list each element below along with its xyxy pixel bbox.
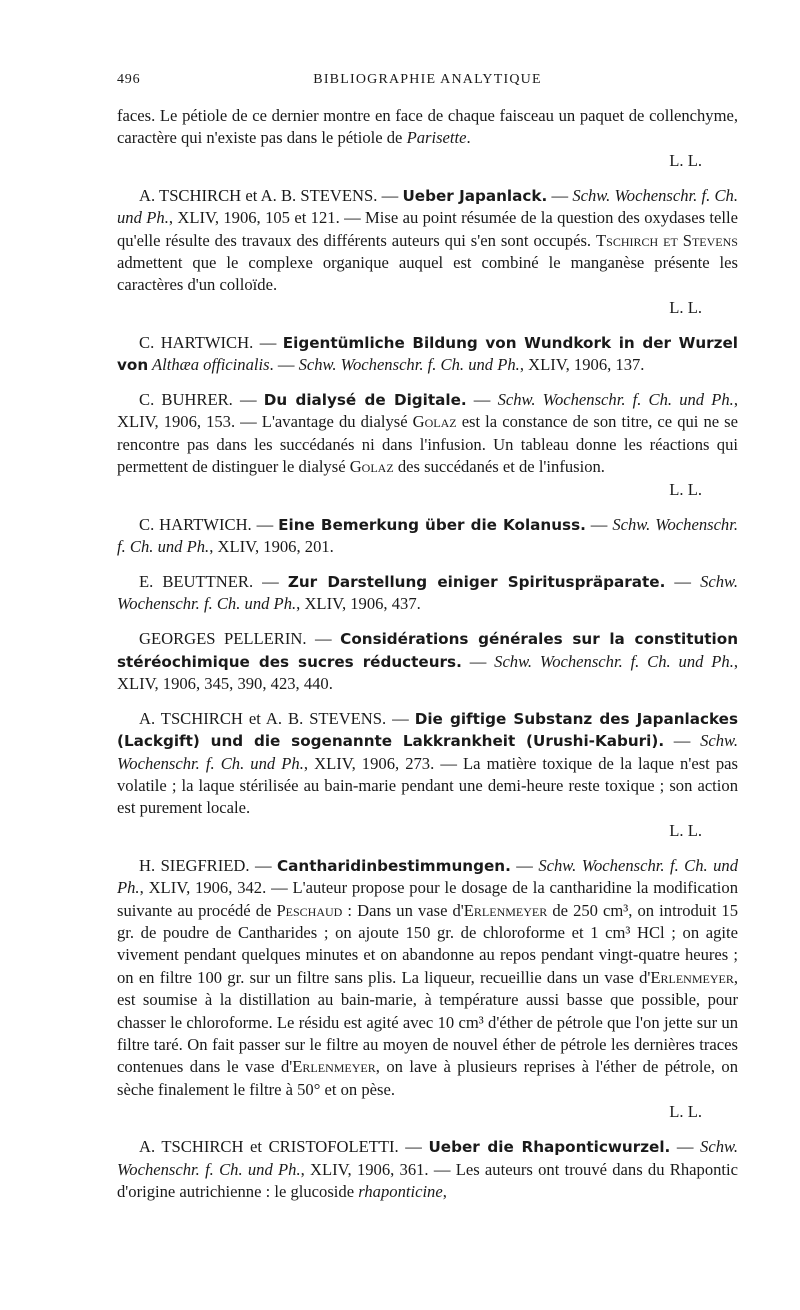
entry-tschirch-cristofoletti-rhapontic: A. TSCHIRCH et CRISTOFOLETTI. — Ueber die Rhaponticwurzel. — Schw. Wochenschr. f. Ch. und Ph., XLIV, 1906, 361. — Les auteurs ont trouvé dans du Rhapontic d'origine autrichienne : le glucoside rhaponticine,: [117, 1137, 738, 1201]
entry-journal: Schw. Wochenschr. f. Ch. und Ph.: [117, 571, 739, 614]
entry-beuttner-spirituspraeparate: E. BEUTTNER. — Zur Darstellung einiger Spirituspräparate. — Schw. Wochenschr. f. Ch. und Ph., XLIV, 1906, 437.: [117, 571, 739, 614]
entry-title: Zur Darstellung einiger Spirituspräparate.: [287, 572, 666, 591]
entry-hartwich-wundkork: C. HARTWICH. — Eigentümliche Bildung von Wundkork in der Wurzel von Althæa officinalis. — Schw. Wochenschr. f. Ch. und Ph., XLIV, 1906, 137.: [117, 332, 738, 375]
entry-journal: Schw. Wochenschr. f. Ch. und Ph.: [117, 185, 739, 228]
article-body: [117, 105, 738, 1216]
entry-title: Die giftige Substanz des Japanlackes (Lackgift) und die sogenannte Lakkrankheit (Urushi-Kaburi).: [117, 709, 738, 751]
entry-signature: L. L.: [669, 479, 702, 499]
entry-authors: A. TSCHIRCH et A. B. STEVENS. —: [139, 185, 403, 205]
entry-title: Ueber die Rhaponticwurzel.: [428, 1138, 671, 1157]
entry-tschirch-stevens-japanlack: A. TSCHIRCH et A. B. STEVENS. — Ueber Japanlack. — Schw. Wochenschr. f. Ch. und Ph., XLIV, 1906, 105 et 121. — Mise au point résumée de la question des oxydases telle qu'elle résulte des travaux des différents auteurs qui s'en sont occupés. Tschirch et Stevens admettent que le complexe organique auquel est combiné le manganèse présente les caractères d'un colloïde. L. L.: [117, 185, 738, 319]
entry-title: Eigentümliche Bildung von Wundkork in der Wurzel von: [117, 333, 738, 375]
entry-journal: Schw. Wochenschr. f. Ch. und Ph.: [497, 389, 734, 409]
entry-hartwich-kolanuss: C. HARTWICH. — Eine Bemerkung über die Kolanuss. — Schw. Wochenschr. f. Ch. und Ph., XLIV, 1906, 201.: [117, 514, 738, 556]
entry-authors: A. TSCHIRCH et CRISTOFOLETTI. —: [139, 1137, 429, 1157]
entry-journal: Schw. Wochenschr. f. Ch. und Ph.: [117, 855, 738, 898]
entry-authors: E. BEUTTNER. —: [139, 571, 288, 591]
entry-journal: Schw. Wochenschr. f. Ch. und Ph.: [494, 651, 734, 671]
entry-authors: GEORGES PELLERIN. —: [139, 629, 341, 649]
entry-authors: C. HARTWICH. —: [139, 514, 279, 534]
entry-journal: Schw. Wochenschr. f. Ch. und Ph.: [117, 514, 738, 556]
entry-continuation: faces. Le pétiole de ce dernier montre en face de chaque faisceau un paquet de collenchyme, caractère qui n'existe pas dans le pétiole de Parisette. L. L.: [117, 105, 738, 172]
page-number: 496: [117, 72, 141, 87]
entry-title: Ueber Japanlack.: [402, 186, 548, 205]
entry-title: Eine Bemerkung über die Kolanuss.: [278, 515, 586, 534]
entry-title: Du dialysé de Digitale.: [263, 390, 467, 409]
entry-authors: A. TSCHIRCH et A. B. STEVENS. —: [139, 708, 415, 728]
entry-signature: L. L.: [669, 820, 702, 840]
entry-title: Considérations générales sur la constitution stéréochimique des sucres réducteurs.: [117, 630, 738, 671]
entry-buhrer-digitale: C. BUHRER. — Du dialysé de Digitale. — Schw. Wochenschr. f. Ch. und Ph., XLIV, 1906, 153. — L'avantage du dialysé Golaz est la constance de son titre, ce qui ne se rencontre pas dans les succédanés ni dans l'infusion. Un tableau donne les réactions qui permettent de distinguer le dialysé Golaz des succédanés et de l'infusion. L. L.: [117, 389, 738, 501]
running-title: BIBLIOGRAPHIE ANALYTIQUE: [313, 72, 542, 87]
entry-journal: Schw. Wochenschr. f. Ch. und Ph.: [117, 731, 739, 773]
entry-authors: C. BUHRER. —: [139, 389, 264, 409]
entry-signature: L. L.: [669, 150, 702, 170]
entry-journal: Schw. Wochenschr. f. Ch. und Ph.: [298, 355, 520, 375]
entry-tschirch-stevens-lackgift: A. TSCHIRCH et A. B. STEVENS. — Die giftige Substanz des Japanlackes (Lackgift) und die sogenannte Lakkrankheit (Urushi-Kaburi). — Schw. Wochenschr. f. Ch. und Ph., XLIV, 1906, 273. — La matière toxique de la laque n'est pas volatile ; la laque stérilisée au bain-marie pendant une demi-heure reste toxique ; son action est purement locale. L. L.: [117, 708, 738, 842]
entry-pellerin-sucres: GEORGES PELLERIN. — Considérations générales sur la constitution stéréochimique des sucres réducteurs. — Schw. Wochenschr. f. Ch. und Ph., XLIV, 1906, 345, 390, 423, 440.: [117, 629, 738, 693]
entry-title: Cantharidinbestimmungen.: [277, 856, 511, 875]
entry-journal: Schw. Wochenschr. f. Ch. und Ph.: [117, 1137, 738, 1179]
entry-authors: H. SIEGFRIED. —: [139, 855, 278, 875]
entry-signature: L. L.: [669, 1102, 702, 1122]
entry-signature: L. L.: [669, 297, 702, 317]
entry-siegfried-cantharidin: H. SIEGFRIED. — Cantharidinbestimmungen. — Schw. Wochenschr. f. Ch. und Ph., XLIV, 1906, 342. — L'auteur propose pour le dosage de la cantharidine la modification suivante au procédé de Peschaud : Dans un vase d'Erlenmeyer de 250 cm³, on introduit 15 gr. de poudre de Cantharides ; on ajoute 150 gr. de chloroforme et 1 cm³ HCl ; on agite vivement pendant quelques minutes et on abandonne au repos pendant vingt-quatre heures ; on en filtre 100 gr. sur un filtre sans plis. La liqueur, recueillie dans un vase d'Erlenmeyer, est soumise à la distillation au bain-marie, à température aussi basse que possible, pour chasser le chloroforme. Le résidu est agité avec 10 cm³ d'éther de pétrole que l'on jette sur un filtre taré. On fait passer sur le filtre au moyen de nouvel éther de pétrole les dernières traces contenues dans le vase d'Erlenmeyer, on lave à plusieurs reprises à l'éther de pétrole, on sèche finalement le filtre à 50° et on pèse. L. L.: [117, 855, 738, 1124]
entry-authors: C. HARTWICH. —: [139, 332, 283, 352]
